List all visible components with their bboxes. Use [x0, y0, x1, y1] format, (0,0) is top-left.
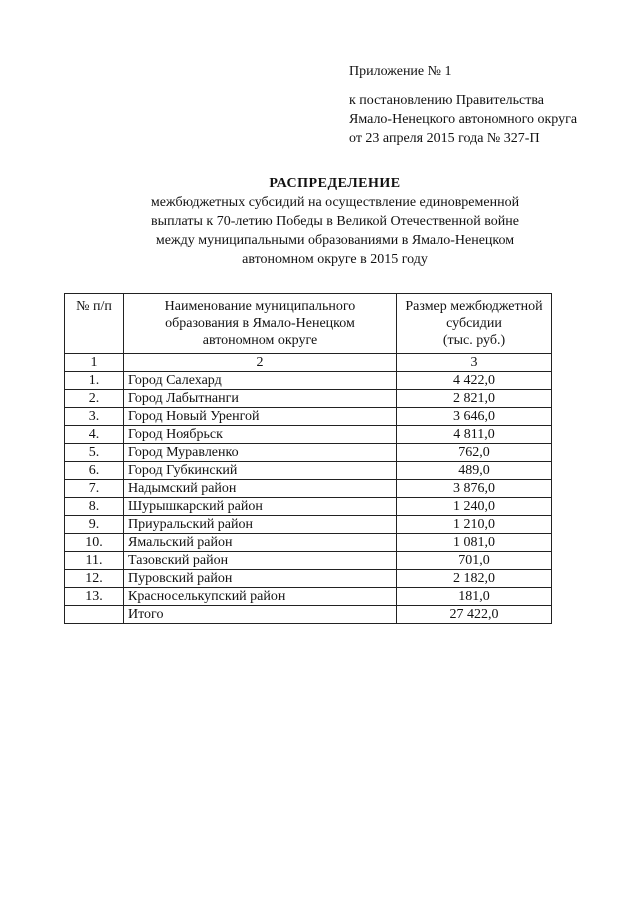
- row-number: 12.: [65, 570, 124, 588]
- header-subsidy-line: Размер межбюджетной: [405, 299, 543, 314]
- row-subsidy-value: 3 646,0: [397, 408, 552, 426]
- appendix-line: от 23 апреля 2015 года № 327-П: [349, 131, 540, 146]
- row-number: 4.: [65, 426, 124, 444]
- total-row: [65, 606, 552, 624]
- column-number: 2: [124, 354, 397, 372]
- row-number: 7.: [65, 480, 124, 498]
- row-number: 10.: [65, 534, 124, 552]
- table-row: [65, 462, 552, 480]
- row-number: 8.: [65, 498, 124, 516]
- header-number: № п/п: [65, 294, 124, 354]
- row-municipality: Город Ноябрьск: [124, 426, 397, 444]
- table-row: [65, 426, 552, 444]
- total-number: [65, 606, 124, 624]
- table-row: [65, 372, 552, 390]
- row-municipality: Город Губкинский: [124, 462, 397, 480]
- row-municipality: Приуральский район: [124, 516, 397, 534]
- header-subsidy-line: (тыс. руб.): [442, 333, 506, 348]
- row-subsidy-value: 1 081,0: [397, 534, 552, 552]
- row-municipality: Город Муравленко: [124, 444, 397, 462]
- header-municipality: [124, 294, 397, 354]
- row-municipality: Город Салехард: [124, 372, 397, 390]
- row-subsidy-value: 2 182,0: [397, 570, 552, 588]
- row-subsidy-value: 181,0: [397, 588, 552, 606]
- document-title: РАСПРЕДЕЛЕНИЕ: [269, 176, 401, 191]
- row-number: 2.: [65, 390, 124, 408]
- table-row: [65, 390, 552, 408]
- document-subtitle-line: межбюджетных субсидий на осуществление единовременной: [150, 195, 520, 210]
- header-subsidy-amount: [397, 294, 552, 354]
- row-subsidy-value: 1 210,0: [397, 516, 552, 534]
- row-number: 3.: [65, 408, 124, 426]
- document-subtitle-line: выплаты к 70-летию Победы в Великой Отечественной войне: [151, 214, 519, 229]
- table-body: [65, 372, 552, 606]
- row-municipality: Город Новый Уренгой: [124, 408, 397, 426]
- row-municipality: Шурышкарский район: [124, 498, 397, 516]
- appendix-line: к постановлению Правительства: [349, 93, 545, 108]
- document-subtitle-line: автономном округе в 2015 году: [242, 252, 428, 267]
- row-subsidy-value: 3 876,0: [397, 480, 552, 498]
- row-number: 11.: [65, 552, 124, 570]
- header-subsidy-line: субсидии: [446, 316, 502, 331]
- table-row: [65, 408, 552, 426]
- table-header-row: [65, 294, 552, 354]
- row-subsidy-value: 4 422,0: [397, 372, 552, 390]
- header-municipality-line: автономном округе: [202, 333, 318, 348]
- table-row: [65, 552, 552, 570]
- header-municipality-line: образования в Ямало-Ненецком: [165, 316, 355, 331]
- row-subsidy-value: 489,0: [397, 462, 552, 480]
- row-municipality: Тазовский район: [124, 552, 397, 570]
- header-municipality-line: Наименование муниципального: [164, 299, 356, 314]
- row-number: 13.: [65, 588, 124, 606]
- row-municipality: Красноселькупский район: [124, 588, 397, 606]
- row-subsidy-value: 1 240,0: [397, 498, 552, 516]
- column-number: 3: [397, 354, 552, 372]
- table-row: [65, 570, 552, 588]
- column-number: 1: [65, 354, 124, 372]
- total-label: Итого: [124, 606, 397, 624]
- document-subtitle-line: между муниципальными образованиями в Ямало-Ненецком: [155, 233, 515, 248]
- table-row: [65, 534, 552, 552]
- row-subsidy-value: 762,0: [397, 444, 552, 462]
- table-row: [65, 588, 552, 606]
- total-value: 27 422,0: [397, 606, 552, 624]
- appendix-line: Ямало-Ненецкого автономного округа: [349, 112, 578, 127]
- table-row: [65, 480, 552, 498]
- row-municipality: Пуровский район: [124, 570, 397, 588]
- table-row: [65, 516, 552, 534]
- table-row: [65, 444, 552, 462]
- row-municipality: Ямальский район: [124, 534, 397, 552]
- row-municipality: Надымский район: [124, 480, 397, 498]
- column-number-row: [65, 354, 552, 372]
- subsidy-distribution-table: [64, 293, 552, 624]
- row-municipality: Город Лабытнанги: [124, 390, 397, 408]
- row-number: 5.: [65, 444, 124, 462]
- row-number: 9.: [65, 516, 124, 534]
- row-number: 1.: [65, 372, 124, 390]
- row-subsidy-value: 2 821,0: [397, 390, 552, 408]
- appendix-title: Приложение № 1: [349, 64, 452, 79]
- document-heading: [100, 174, 570, 269]
- row-subsidy-value: 4 811,0: [397, 426, 552, 444]
- table-row: [65, 498, 552, 516]
- appendix-reference: [349, 62, 577, 148]
- row-subsidy-value: 701,0: [397, 552, 552, 570]
- row-number: 6.: [65, 462, 124, 480]
